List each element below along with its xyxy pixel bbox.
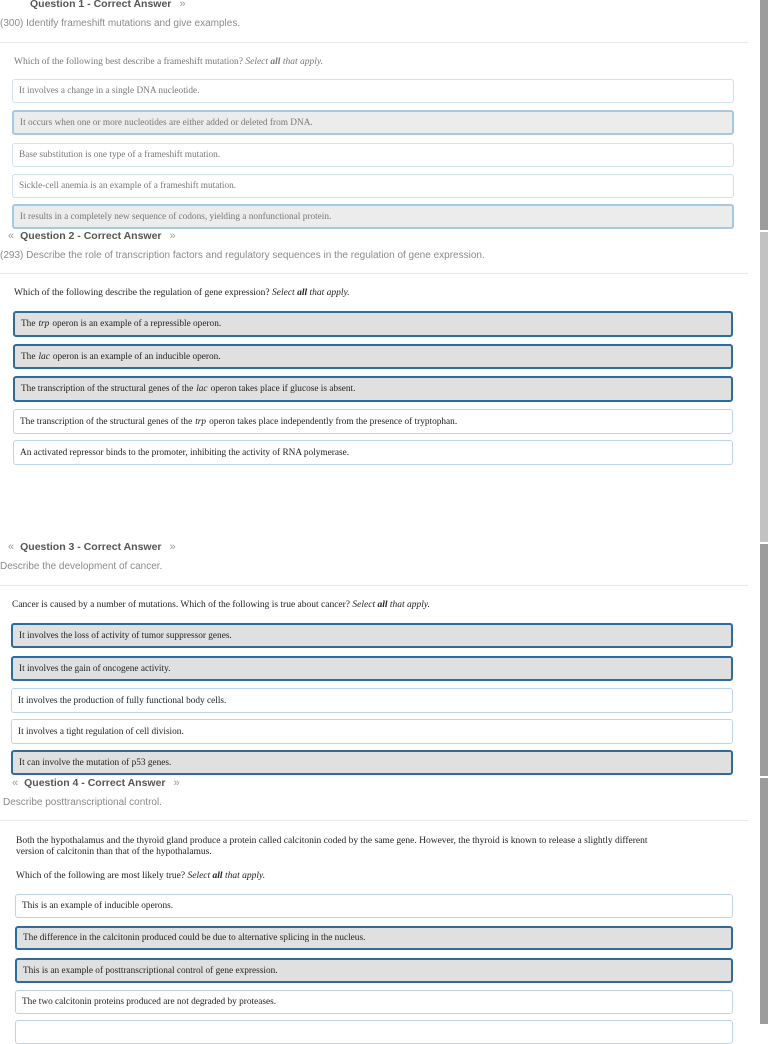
answer-option[interactable]: The difference in the calcitonin produced could be due to alternative splicing in the nucleus. (15, 926, 733, 950)
answer-option[interactable]: It involves the loss of activity of tumor suppressor genes. (11, 623, 733, 648)
question-2-objective: (293) Describe the role of transcription factors and regulatory sequences in the regulation of gene expression. (0, 250, 485, 261)
next-question-icon[interactable]: » (179, 0, 184, 10)
answer-option[interactable]: It results in a completely new sequence of codons, yielding a nonfunctional protein. (12, 204, 734, 229)
scrollbar[interactable] (760, 778, 768, 1024)
answer-option[interactable]: The transcription of the structural genes of the trp operon takes place independently from the presence of tryptophan. (13, 409, 733, 434)
question-1-header (30, 0, 184, 10)
answer-option[interactable]: The transcription of the structural genes of the lac operon takes place if glucose is absent. (13, 376, 733, 402)
answer-option[interactable]: This is an example of posttranscriptional control of gene expression. (15, 958, 733, 983)
divider (0, 585, 748, 586)
answer-option[interactable]: It occurs when one or more nucleotides are either added or deleted from DNA. (12, 110, 734, 135)
prev-question-icon[interactable]: « (12, 777, 17, 789)
question-2-prompt: Which of the following describe the regulation of gene expression? Select all that apply. (14, 288, 350, 298)
question-3-objective: Describe the development of cancer. (0, 561, 163, 572)
question-3-title: Question 3 - Correct Answer (20, 541, 162, 553)
divider (0, 820, 748, 821)
next-question-icon[interactable]: » (169, 230, 174, 242)
question-4-objective: Describe posttranscriptional control. (3, 797, 162, 808)
answer-option[interactable]: This is an example of inducible operons. (15, 894, 733, 918)
question-4-stem: Both the hypothalamus and the thyroid gland produce a protein called calcitonin coded by the same gene. However, the thyroid is known to release a slightly different version of calcitonin than that of the hypothalamus. (16, 836, 648, 857)
question-3-header (8, 541, 174, 553)
answer-option[interactable]: The lac operon is an example of an inducible operon. (13, 344, 733, 369)
scrollbar[interactable] (760, 0, 768, 230)
next-question-icon[interactable]: » (173, 777, 178, 789)
divider (0, 42, 748, 43)
answer-option[interactable]: It involves a tight regulation of cell division. (11, 719, 733, 744)
prev-question-icon[interactable]: « (8, 230, 13, 242)
prev-question-icon[interactable]: « (8, 541, 13, 553)
question-1-objective: (300) Identify frameshift mutations and give examples. (0, 18, 241, 29)
question-4-title: Question 4 - Correct Answer (24, 777, 166, 789)
scrollbar[interactable] (760, 232, 768, 542)
answer-option[interactable]: The trp operon is an example of a repressible operon. (13, 311, 733, 337)
question-1-prompt: Which of the following best describe a frameshift mutation? Select all that apply. (14, 57, 323, 67)
answer-option[interactable]: It involves a change in a single DNA nucleotide. (12, 79, 734, 103)
question-3-prompt: Cancer is caused by a number of mutations. Which of the following is true about cancer? Select all that apply. (12, 600, 430, 610)
question-2-header (8, 230, 174, 242)
answer-option[interactable]: Base substitution is one type of a frameshift mutation. (12, 143, 734, 167)
scrollbar[interactable] (760, 544, 768, 776)
question-4-prompt: Which of the following are most likely true? Select all that apply. (16, 871, 266, 881)
question-2-title: Question 2 - Correct Answer (20, 230, 162, 242)
next-question-icon[interactable]: » (169, 541, 174, 553)
answer-option[interactable]: The two calcitonin proteins produced are not degraded by proteases. (15, 990, 733, 1014)
question-1-title: Question 1 - Correct Answer (30, 0, 172, 10)
answer-option[interactable]: An activated repressor binds to the promoter, inhibiting the activity of RNA polymerase. (13, 440, 733, 465)
divider (0, 273, 748, 274)
answer-option[interactable]: It involves the gain of oncogene activity. (11, 656, 733, 681)
question-4-header (12, 777, 178, 789)
answer-option[interactable]: Sickle-cell anemia is an example of a frameshift mutation. (12, 174, 734, 198)
answer-option[interactable]: It involves the production of fully functional body cells. (11, 688, 733, 713)
answer-option[interactable]: It can involve the mutation of p53 genes. (11, 750, 733, 775)
